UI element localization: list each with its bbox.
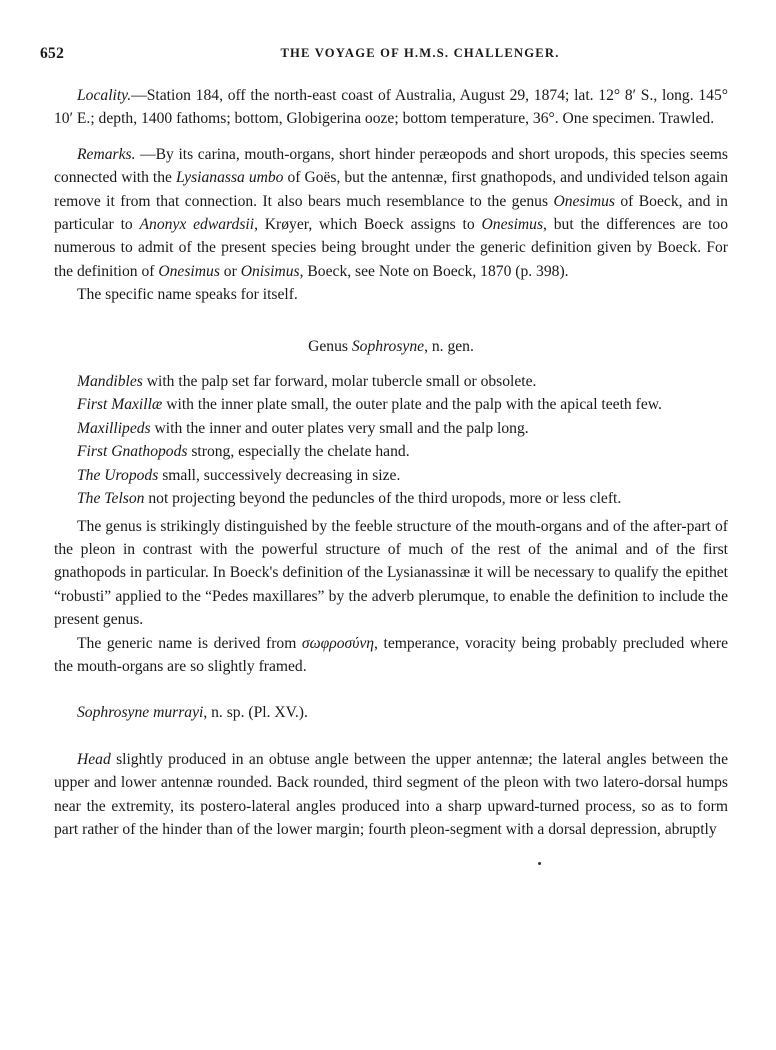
character-first-maxillae <box>54 393 728 416</box>
head-text: slightly produced in an obtuse angle between the upper antennæ; the lateral angles between the upper and lower antennæ rounded. Back rounded, third segment of the pleon with two latero-dorsal humps near the extremity, its postero-lateral angles produced into a sharp upward-turned process, so as to form part rather of the hinder than of the lower margin; fourth pleon-segment with a dorsal depression, abruptly <box>54 750 728 838</box>
genus-heading-suffix: , n. gen. <box>424 337 474 355</box>
character-first-gnathopods <box>54 440 728 463</box>
remarks-taxon-4: Onesimus <box>481 216 544 234</box>
head-label: Head <box>77 750 111 768</box>
character-text: not projecting beyond the peduncles of the third uropods, more or less cleft. <box>144 490 622 508</box>
character-label: First Gnathopods <box>77 443 188 461</box>
remarks-text-2: of Goës, but the antennæ, first gnathopods, and undivided telson again remove it from that connection. It also bears much resemblance to the genus <box>54 169 728 210</box>
character-mandibles <box>54 370 728 393</box>
character-maxillipeds <box>54 417 728 440</box>
remarks-label: Remarks. <box>77 145 136 163</box>
genus-description-paragraph: The genus is strikingly distinguished by the feeble structure of the mouth-organs and of the after-part of the pleon in contrast with the powerful structure of much of the rest of the animal and of the first gnathopods in particular. In Boeck's definition of the Lysianassinæ it will be necessary to qualify the epithet “robusti” applied to the “Pedes maxillares” by the adverb plerumque, to enable the definition to include the present genus. <box>54 517 728 629</box>
remarks-text-1: —By its carina, mouth-organs, short hinder peræopods and short uropods, this species seems connected with the <box>54 145 728 187</box>
character-text: with the inner plate small, the outer plate and the palp with the apical teeth few. <box>162 396 662 414</box>
remarks-paragraph <box>54 143 728 283</box>
remarks-taxon-3: Anonyx edwardsii <box>139 216 255 234</box>
character-telson <box>54 487 728 510</box>
locality-paragraph <box>54 84 728 131</box>
locality-label: Locality. <box>77 87 132 104</box>
character-text: strong, especially the chelate hand. <box>187 443 410 461</box>
generic-name-text-1: The generic name is derived from <box>77 634 302 652</box>
generic-name-paragraph <box>54 632 728 679</box>
species-heading-suffix: , n. sp. (Pl. XV.). <box>203 704 308 722</box>
character-label: First Maxillæ <box>77 396 163 414</box>
genus-characters <box>54 370 728 510</box>
page-body <box>54 84 728 841</box>
remarks-text-4: , Krøyer, which Boeck assigns to <box>254 216 482 234</box>
remarks-text-6: or <box>219 262 241 280</box>
genus-heading-name: Sophrosyne <box>351 337 425 355</box>
character-label: Mandibles <box>77 373 143 391</box>
genus-heading <box>54 335 728 358</box>
remarks-text-5: , but the differences are too numerous to admit of the present species being brought under the generic definition given by Boeck. For the definition of <box>54 216 728 280</box>
genus-heading-prefix: Genus <box>308 337 352 355</box>
print-mark <box>538 862 541 865</box>
generic-name-text-2: , temperance, voracity being probably precluded where the mouth-organs are so slightly framed. <box>54 634 728 675</box>
character-text: with the palp set far forward, molar tubercle small or obsolete. <box>142 373 537 391</box>
character-uropods <box>54 464 728 487</box>
species-heading-name: Sophrosyne murrayi <box>77 704 204 722</box>
character-label: Maxillipeds <box>77 419 151 437</box>
remarks-taxon-6: Onisimus <box>240 262 300 280</box>
species-heading <box>54 701 728 724</box>
remarks-text-3: of Boeck, and in particular to <box>54 192 728 234</box>
remarks-taxon-5: Onesimus <box>158 262 220 280</box>
page-header <box>40 42 726 66</box>
running-title: THE VOYAGE OF H.M.S. CHALLENGER. <box>280 46 560 60</box>
character-label: The Uropods <box>77 466 159 484</box>
remarks-taxon-2: Onesimus <box>553 192 615 210</box>
specific-name-paragraph: The specific name speaks for itself. <box>77 286 298 304</box>
greek-word: σωφροσύνη <box>301 634 375 652</box>
remarks-taxon-1: Lysianassa umbo <box>175 169 284 187</box>
page-number: 652 <box>40 45 65 62</box>
character-text: with the inner and outer plates very small and the palp long. <box>150 419 529 437</box>
character-text: small, successively decreasing in size. <box>158 466 401 484</box>
head-paragraph <box>54 748 728 842</box>
remarks-text-7: , Boeck, see Note on Boeck, 1870 (p. 398). <box>299 262 569 280</box>
character-label: The Telson <box>77 490 145 508</box>
locality-text: —Station 184, off the north-east coast of Australia, August 29, 1874; lat. 12° 8′ S., long. 145° 10′ E.; depth, 1400 fathoms; bottom, Globigerina ooze; bottom temperature, 36°. One specimen. Trawled. <box>54 87 728 128</box>
